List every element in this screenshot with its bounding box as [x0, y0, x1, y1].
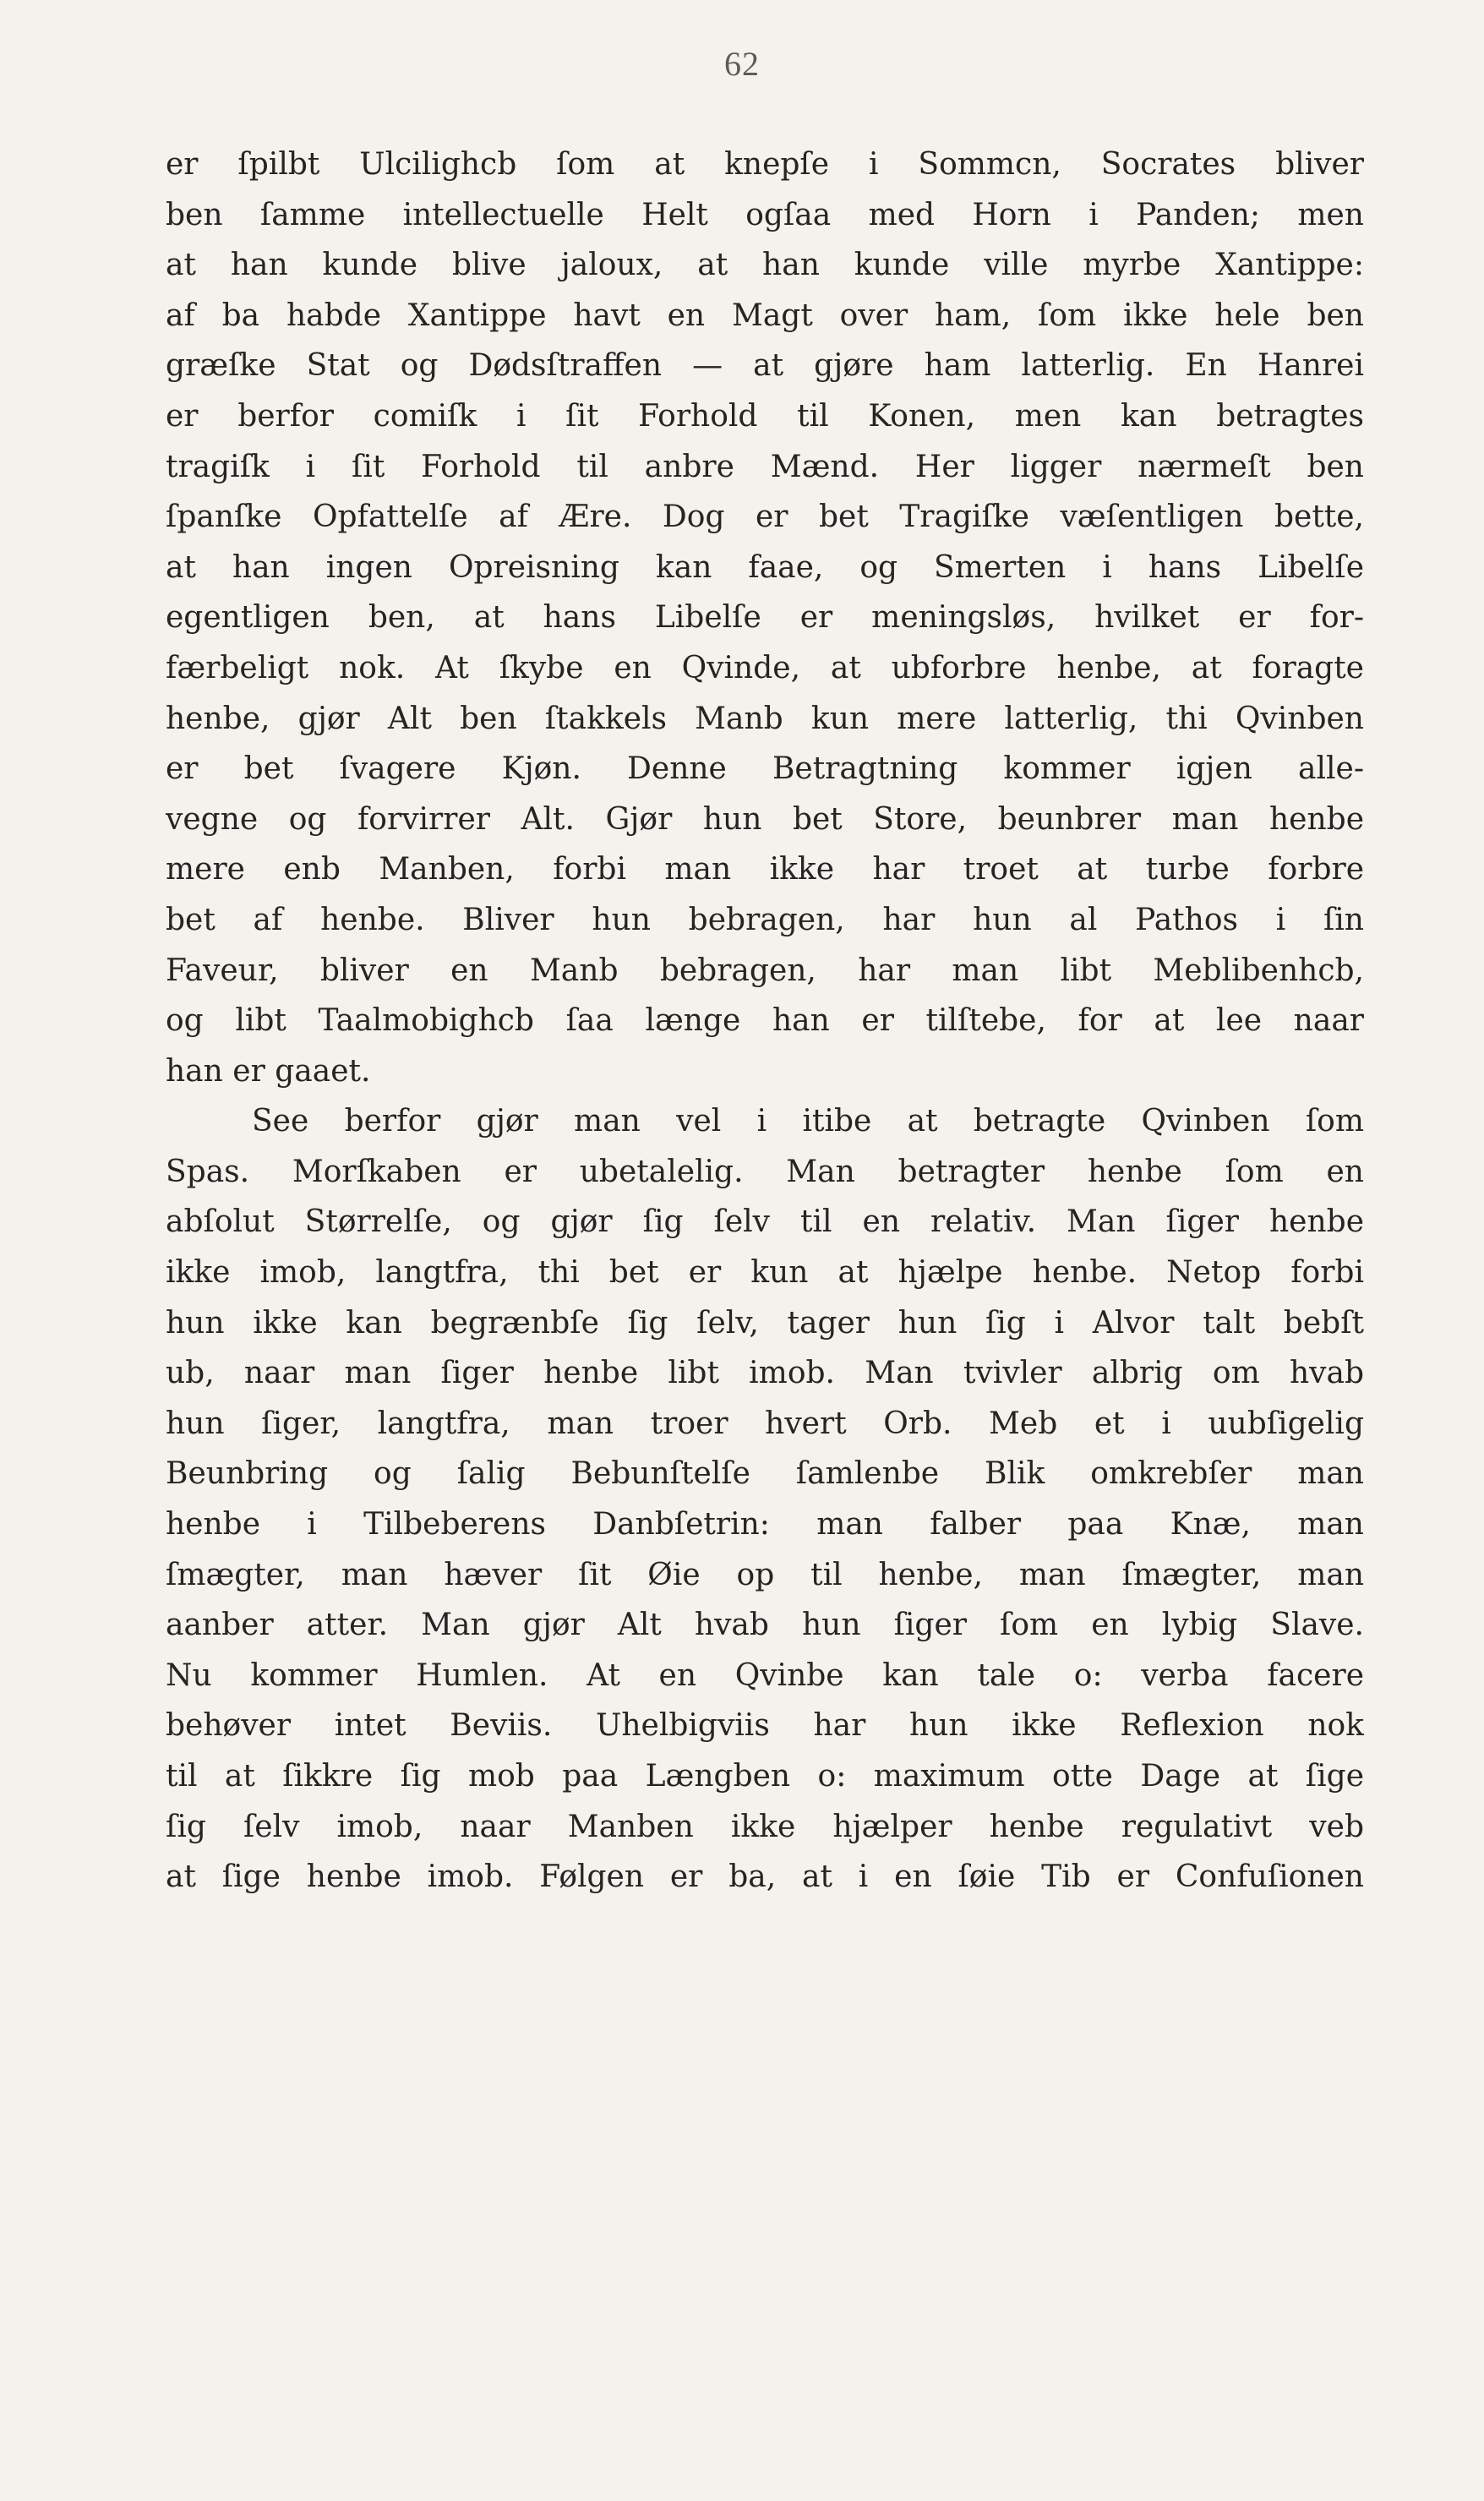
text-line: henbe i Tilbeberens Danbſetrin: man falber paa Knæ, man	[166, 1507, 1364, 1543]
text-line: ub, naar man ſiger henbe libt imob. Man tvivler albrig om hvab	[166, 1356, 1364, 1391]
text-line: at han ingen Opreisning kan faae, og Smerten i hans Libelſe	[166, 549, 1364, 585]
text-line: græſke Stat og Dødsſtraffen — at gjøre ham latterlig. En Hanrei	[166, 348, 1364, 384]
body-text	[166, 139, 1364, 1903]
text-line: til at ſikkre ſig mob paa Længben o: maximum otte Dage at ſige	[166, 1759, 1364, 1794]
text-line: færbeligt nok. At ſkybe en Qvinde, at ubforbre henbe, at foragte	[166, 650, 1364, 685]
text-line: ſig ſelv imob, naar Manben ikke hjælper henbe regulativt veb	[166, 1809, 1364, 1844]
text-line: og libt Taalmobighcb ſaa længe han er tilſtebe, for at lee naar	[166, 1003, 1364, 1039]
text-line: Spas. Morſkaben er ubetalelig. Man betragter henbe ſom en	[166, 1154, 1364, 1189]
text-line: ſpanſke Opfattelſe af Ære. Dog er bet Tragiſke væſentligen bette,	[166, 500, 1364, 535]
text-line: hun ikke kan begrænbſe ſig ſelv, tager hun ſig i Alvor talt bebſt	[166, 1305, 1364, 1341]
text-line: er bet ſvagere Kjøn. Denne Betragtning kommer igjen alle-	[166, 751, 1364, 787]
text-line-paragraph-start: See berfor gjør man vel i itibe at betragte Qvinben ſom	[252, 1104, 1364, 1139]
text-line: mere enb Manben, forbi man ikke har troet at turbe forbre	[166, 852, 1364, 887]
text-line: vegne og forvirrer Alt. Gjør hun bet Store, beunbrer man henbe	[166, 801, 1364, 837]
text-line: er ſpilbt Ulcilighcb ſom at knepſe i Sommcn, Socrates bliver	[166, 147, 1364, 182]
text-line: henbe, gjør Alt ben ſtakkels Manb kun mere latterlig, thi Qvinben	[166, 701, 1364, 736]
text-line-paragraph-end: han er gaaet.	[166, 1053, 371, 1089]
text-line: Nu kommer Humlen. At en Qvinbe kan tale o: verba facere	[166, 1657, 1364, 1693]
text-line: Faveur, bliver en Manb bebragen, har man libt Meblibenhcb,	[166, 953, 1364, 988]
text-line: egentligen ben, at hans Libelſe er meningsløs, hvilket er for-	[166, 600, 1364, 636]
text-line: ikke imob, langtfra, thi bet er kun at hjælpe henbe. Netop forbi	[166, 1255, 1364, 1291]
text-line: Beunbring og ſalig Bebunſtelſe ſamlenbe Blik omkrebſer man	[166, 1456, 1364, 1492]
text-line: at han kunde blive jaloux, at han kunde ville myrbe Xantippe:	[166, 248, 1364, 283]
text-line: behøver intet Beviis. Uhelbigviis har hun ikke Reflexion nok	[166, 1708, 1364, 1744]
text-line: hun ſiger, langtfra, man troer hvert Orb. Meb et i uubſigelig	[166, 1406, 1364, 1441]
text-line: at ſige henbe imob. Følgen er ba, at i en ſøie Tib er Confuſionen	[166, 1859, 1364, 1895]
text-line: ben ſamme intellectuelle Helt ogſaa med Horn i Panden; men	[166, 197, 1364, 232]
text-line: er berfor comiſk i ſit Forhold til Konen, men kan betragtes	[166, 398, 1364, 434]
text-line: ſmægter, man hæver ſit Øie op til henbe, man ſmægter, man	[166, 1557, 1364, 1592]
page-number: 62	[724, 45, 760, 83]
text-line: bet af henbe. Bliver hun bebragen, har hun al Pathos i ſin	[166, 902, 1364, 937]
text-line: tragiſk i ſit Forhold til anbre Mænd. Her ligger nærmeſt ben	[166, 449, 1364, 484]
text-line: aanber atter. Man gjør Alt hvab hun ſiger ſom en lybig Slave.	[166, 1608, 1364, 1643]
text-line: af ba habde Xantippe havt en Magt over ham, ſom ikke hele ben	[166, 298, 1364, 333]
text-line: abſolut Størrelſe, og gjør ſig ſelv til en relativ. Man ſiger henbe	[166, 1204, 1364, 1240]
